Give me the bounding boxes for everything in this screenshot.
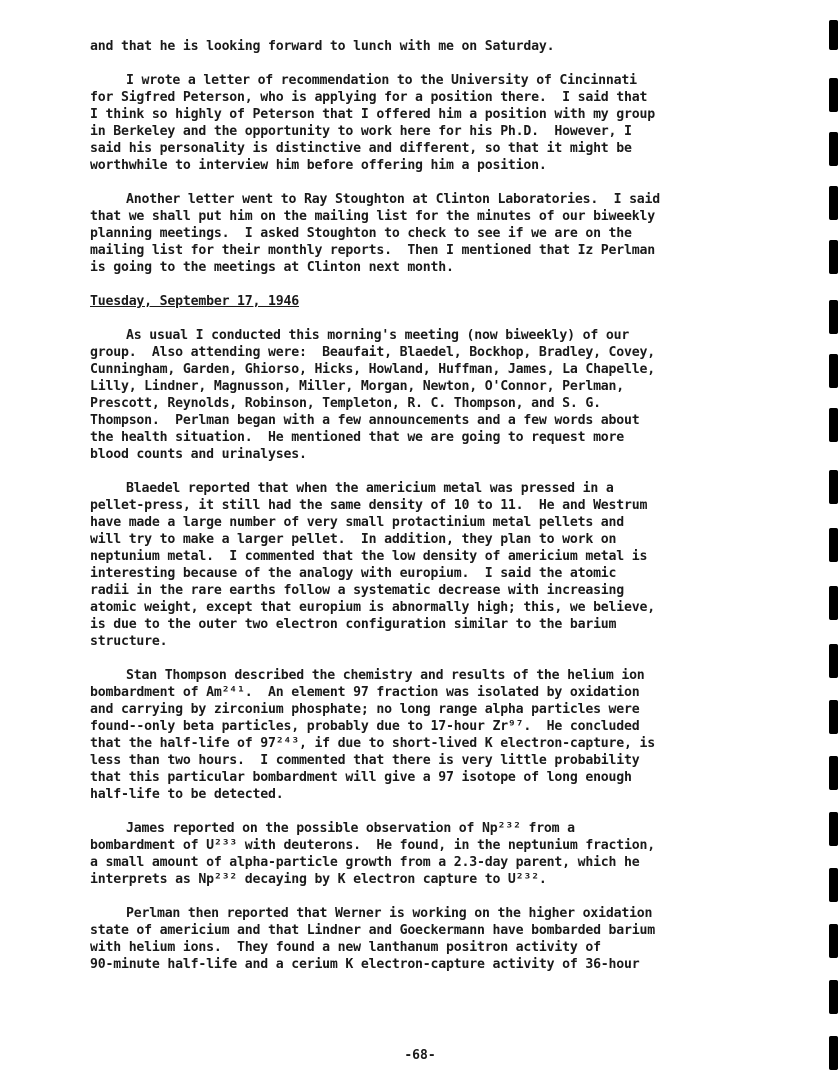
text-line: and that he is looking forward to lunch with me on Saturday. (90, 39, 555, 54)
binding-mark (829, 980, 838, 1014)
paragraph-gap (90, 888, 735, 905)
text-line: a small amount of alpha-particle growth from a 2.3-day parent, which he (90, 855, 640, 870)
text-line: found--only beta particles, probably due to 17-hour Zr⁹⁷. He concluded (90, 719, 640, 734)
text-line: and carrying by zirconium phosphate; no long range alpha particles were (90, 702, 640, 717)
text-line: Cunningham, Garden, Ghiorso, Hicks, Howland, Huffman, James, La Chapelle, (90, 362, 655, 377)
text-line: will try to make a larger pellet. In addition, they plan to work on (90, 532, 617, 547)
text-line: 90-minute half-life and a cerium K electron-capture activity of 36-hour (90, 957, 640, 972)
text-line: Stan Thompson described the chemistry and results of the helium ion (126, 668, 645, 683)
text-line: Another letter went to Ray Stoughton at Clinton Laboratories. I said (126, 192, 661, 207)
text-line: neptunium metal. I commented that the low density of americium metal is (90, 549, 648, 564)
text-line: bombardment of U²³³ with deuterons. He found, in the neptunium fraction, (90, 838, 655, 853)
text-line: Thompson. Perlman began with a few announcements and a few words about (90, 413, 640, 428)
binding-mark (829, 470, 838, 504)
binding-mark (829, 186, 838, 220)
text-line: I think so highly of Peterson that I offered him a position with my group (90, 107, 655, 122)
binding-mark (829, 756, 838, 790)
binding-mark (829, 354, 838, 388)
text-line: structure. (90, 634, 168, 649)
text-line: Prescott, Reynolds, Robinson, Templeton, R. C. Thompson, and S. G. (90, 396, 601, 411)
text-line: that we shall put him on the mailing list for the minutes of our biweekly (90, 209, 655, 224)
text-line: state of americium and that Lindner and Goeckermann have bombarded barium (90, 923, 655, 938)
body-text (90, 38, 735, 973)
text-line: is due to the outer two electron configuration similar to the barium (90, 617, 617, 632)
paragraph-gap (90, 803, 735, 820)
text-line: that the half-life of 97²⁴³, if due to short-lived K electron-capture, is (90, 736, 655, 751)
text-line: have made a large number of very small protactinium metal pellets and (90, 515, 625, 530)
date-heading: Tuesday, September 17, 1946 (90, 294, 299, 309)
binding-mark (829, 132, 838, 166)
text-line: Perlman then reported that Werner is working on the higher oxidation (126, 906, 653, 921)
binding-mark (829, 700, 838, 734)
text-line: planning meetings. I asked Stoughton to check to see if we are on the (90, 226, 632, 241)
text-line: radii in the rare earths follow a systematic decrease with increasing (90, 583, 625, 598)
text-line: that this particular bombardment will give a 97 isotope of long enough (90, 770, 632, 785)
text-line: in Berkeley and the opportunity to work here for his Ph.D. However, I (90, 124, 632, 139)
paragraph-gap (90, 650, 735, 667)
binding-mark (829, 20, 838, 50)
binding-mark (829, 812, 838, 846)
text-line: the health situation. He mentioned that we are going to request more (90, 430, 625, 445)
binding-mark (829, 868, 838, 902)
binding-mark (829, 1036, 838, 1070)
text-line: bombardment of Am²⁴¹. An element 97 fraction was isolated by oxidation (90, 685, 640, 700)
text-line: less than two hours. I commented that there is very little probability (90, 753, 640, 768)
text-line: half-life to be detected. (90, 787, 284, 802)
text-line: said his personality is distinctive and different, so that it might be (90, 141, 632, 156)
paragraph-gap (90, 55, 735, 72)
text-line: interesting because of the analogy with europium. I said the atomic (90, 566, 617, 581)
text-line: blood counts and urinalyses. (90, 447, 307, 462)
text-line: atomic weight, except that europium is abnormally high; this, we believe, (90, 600, 655, 615)
paragraph-gap (90, 310, 735, 327)
binding-mark (829, 408, 838, 442)
text-line: with helium ions. They found a new lanthanum positron activity of (90, 940, 601, 955)
binding-mark (829, 924, 838, 958)
binding-mark (829, 528, 838, 562)
text-line: interprets as Np²³² decaying by K electron capture to U²³². (90, 872, 547, 887)
text-line: mailing list for their monthly reports. Then I mentioned that Iz Perlman (90, 243, 655, 258)
text-line: for Sigfred Peterson, who is applying for a position there. I said that (90, 90, 648, 105)
text-line: Blaedel reported that when the americium metal was pressed in a (126, 481, 614, 496)
paragraph-gap (90, 463, 735, 480)
text-line: James reported on the possible observation of Np²³² from a (126, 821, 575, 836)
paragraph-gap (90, 174, 735, 191)
text-line: group. Also attending were: Beaufait, Blaedel, Bockhop, Bradley, Covey, (90, 345, 655, 360)
binding-mark (829, 586, 838, 620)
binding-mark (829, 78, 838, 112)
scan-edge-marks (829, 0, 840, 1091)
text-line: Lilly, Lindner, Magnusson, Miller, Morgan, Newton, O'Connor, Perlman, (90, 379, 625, 394)
text-line: pellet-press, it still had the same density of 10 to 11. He and Westrum (90, 498, 648, 513)
text-line: is going to the meetings at Clinton next month. (90, 260, 454, 275)
binding-mark (829, 300, 838, 334)
binding-mark (829, 240, 838, 274)
paragraph-gap (90, 276, 735, 293)
text-line: worthwhile to interview him before offering him a position. (90, 158, 547, 173)
binding-mark (829, 644, 838, 678)
text-line: I wrote a letter of recommendation to the University of Cincinnati (126, 73, 637, 88)
text-line: As usual I conducted this morning's meeting (now biweekly) of our (126, 328, 630, 343)
page-number: -68- (404, 1048, 436, 1063)
